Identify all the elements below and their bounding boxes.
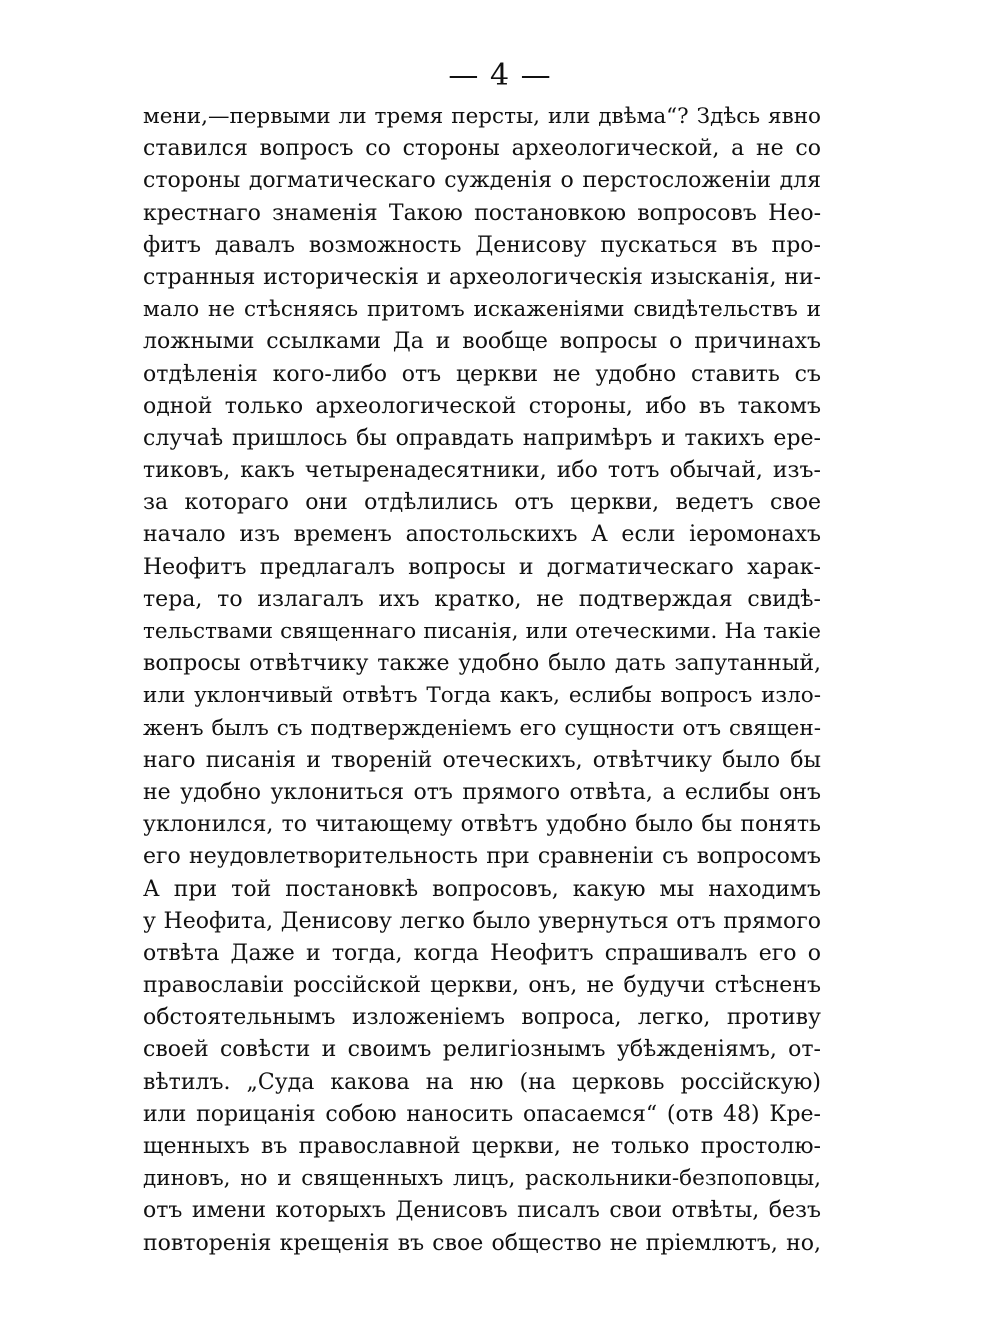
text-line: наго писанія и твореній отеческихъ, отвѣтчику было бы (143, 747, 821, 773)
text-line: или уклончивый отвѣтъ Тогда какъ, еслибы вопросъ изло- (143, 683, 821, 709)
text-line: стороны догматическаго сужденія о перстосложеніи для (143, 168, 821, 194)
text-line: православіи россійской церкви, онъ, не будучи стѣсненъ (143, 973, 821, 999)
text-line: диновъ, но и священныхъ лицъ, раскольники-безпоповцы, (143, 1166, 821, 1192)
text-line: тельствами священнаго писанія, или отеческими. На такіе (143, 619, 821, 644)
text-line: вѣтилъ. „Суда какова на ню (на церковь россійскую) (143, 1069, 821, 1095)
page-number: — 4 — (448, 58, 552, 93)
text-line: отдѣленія кого-либо отъ церкви не удобно ставить съ (143, 361, 821, 387)
text-line: не удобно уклониться отъ прямого отвѣта, а еслибы онъ (143, 779, 821, 805)
text-line: повторенія крещенія въ свое общество не пріемлютъ, но, (143, 1230, 821, 1256)
text-line: у Неофита, Денисову легко было увернуться отъ прямого (143, 908, 821, 934)
text-line: мени,—первыми ли тремя персты, или двѣма“? Здѣсь явно (143, 104, 821, 129)
text-line: ставился вопросъ со стороны археологической, а не со (143, 136, 821, 162)
text-line: щенныхъ въ православной церкви, не только простолю- (143, 1134, 821, 1159)
text-line: случаѣ пришлось бы оправдать напримѣръ и такихъ ере- (143, 425, 821, 451)
text-line: мало не стѣсняясь притомъ искаженіями свидѣтельствъ и (143, 297, 821, 323)
text-line: тера, то излагалъ ихъ кратко, не подтверждая свидѣ- (143, 586, 821, 612)
text-line: странныя историческія и археологическія изысканія, ни- (143, 264, 821, 290)
text-line: тиковъ, какъ четыренадесятники, ибо тотъ обычай, изъ- (143, 458, 821, 484)
text-line: отвѣта Даже и тогда, когда Неофитъ спрашивалъ его о (143, 940, 821, 966)
text-line: одной только археологической стороны, ибо въ такомъ (143, 393, 821, 419)
text-line: фитъ давалъ возможность Денисову пускаться въ про- (143, 232, 821, 258)
text-line: обстоятельнымъ изложеніемъ вопроса, легко, противу (143, 1005, 821, 1031)
text-line: женъ былъ съ подтвержденіемъ его сущности отъ священ- (143, 715, 821, 741)
text-line: или порицанія собою наносить опасаемся“ (отв 48) Кре- (143, 1101, 821, 1127)
text-line: за котораго они отдѣлились отъ церкви, ведетъ свое (143, 490, 821, 516)
body-text (143, 101, 821, 1260)
text-line: уклонился, то читающему отвѣтъ удобно было бы понять (143, 812, 821, 838)
text-line: начало изъ временъ апостольскихъ А если іеромонахъ (143, 522, 821, 548)
text-line: Неофитъ предлагалъ вопросы и догматическаго харак- (143, 554, 821, 580)
text-line: своей совѣсти и своимъ религіознымъ убѣжденіямъ, от- (143, 1037, 821, 1063)
text-line: его неудовлетворительность при сравненіи съ вопросомъ (143, 844, 821, 870)
text-line: отъ имени которыхъ Денисовъ писалъ свои отвѣты, безъ (143, 1198, 821, 1224)
text-line: А при той постановкѣ вопросовъ, какую мы находимъ (143, 876, 821, 902)
text-line: вопросы отвѣтчику также удобно было дать запутанный, (143, 651, 821, 677)
text-line: крестнаго знаменія Такою постановкою вопросовъ Нео- (143, 200, 821, 226)
text-line: ложными ссылками Да и вообще вопросы о причинахъ (143, 329, 821, 355)
